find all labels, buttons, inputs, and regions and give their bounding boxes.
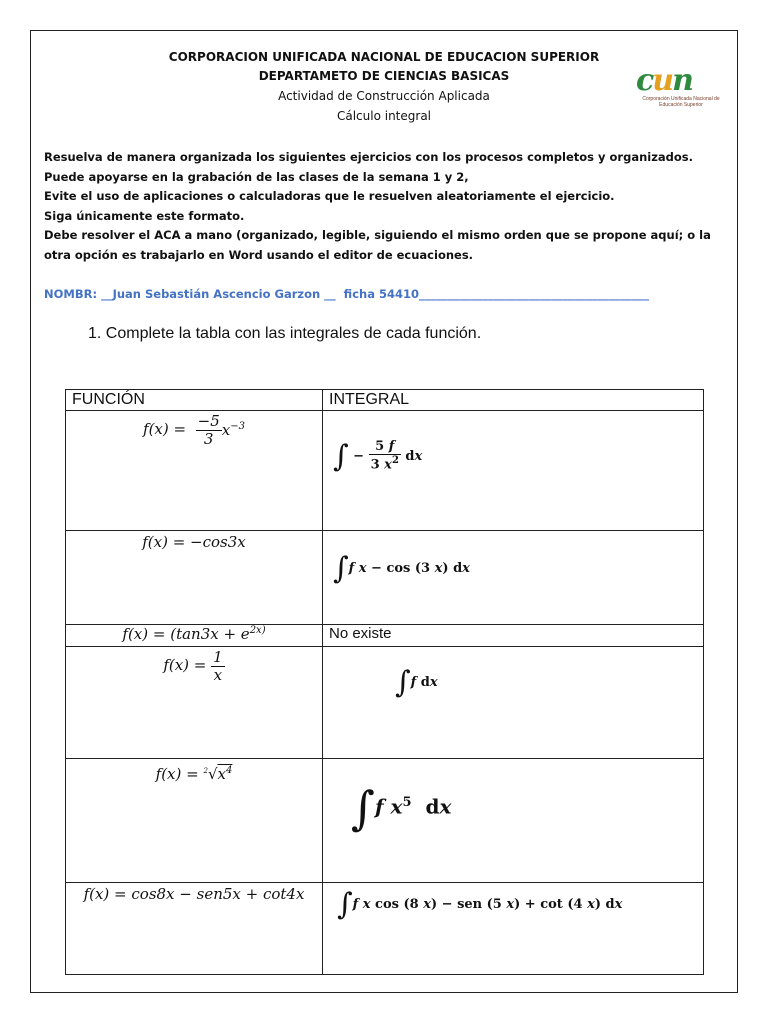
table-row [66, 531, 704, 625]
student-name-line: NOMBR: __Juan Sebastián Ascencio Garzon __ ficha 54410________________________________________ [44, 287, 649, 301]
integral-cell: ∫f $x^5$ dx [323, 759, 704, 883]
table-row [66, 647, 704, 759]
table-row [66, 883, 704, 975]
function-cell: f(x) = $\frac{1}{x}$ [66, 647, 323, 759]
instruction-line: Puede apoyarse en la grabación de las clases de la semana 1 y 2, [44, 169, 469, 184]
function-cell: $f(x) = (\tan 3x + e^{2x)}$ [66, 625, 323, 647]
activity-title: Actividad de Construcción Aplicada [278, 89, 490, 103]
subject-title: Cálculo integral [336, 109, 432, 123]
logo-caption: Corporación Unificada Nacional de Educación Superior [642, 96, 720, 108]
header-integral: INTEGRAL [323, 390, 704, 411]
instructions-block [44, 148, 734, 266]
no-existe-text: No existe [329, 625, 392, 642]
cun-logo [636, 63, 726, 126]
function-cell: f(x) = −cos3x [66, 531, 323, 625]
function-cell: f(x) = $\frac{-5}{3}$ $x^{-3}$ [66, 411, 323, 531]
instruction-line: Siga únicamente este formato. [44, 208, 245, 223]
institution-title: CORPORACION UNIFICADA NACIONAL DE EDUCACION SUPERIOR [168, 50, 600, 64]
integral-cell: ∫ − $\frac{5 f}{3 x^2}$ dx [323, 411, 704, 531]
instruction-line: Debe resolver el ACA a mano (organizado, legible, siguiendo el mismo orden que se propone aquí; o la otra opción es trabajarlo en Word usando el editor de ecuaciones. [44, 228, 711, 262]
instruction-line: Evite el uso de aplicaciones o calculadoras que le resuelven aleatoriamente el ejercicio. [44, 189, 615, 204]
integral-cell: ∫f x − cos (3 x) dx [323, 531, 704, 625]
integral-cell [323, 625, 704, 647]
table-row [66, 411, 704, 531]
function-cell: f(x) = cos8x − sen5x + cot4x [66, 883, 323, 975]
header-function: FUNCIÓN [66, 390, 323, 411]
integral-cell: ∫f x cos (8 x) − sen (5 x) + cot (4 x) dx [323, 883, 704, 975]
function-cell: $f(x) = ^2√x^4$ [66, 759, 323, 883]
integrals-table [65, 389, 704, 975]
integral-cell: ∫f dx [323, 647, 704, 759]
table-row [66, 759, 704, 883]
table-row [66, 625, 704, 647]
department-title: DEPARTAMETO DE CIENCIAS BASICAS [258, 69, 510, 83]
instruction-line: Resuelva de manera organizada los siguientes ejercicios con los procesos completos y organizados. [44, 150, 694, 164]
logo-mark: cun [636, 63, 692, 98]
question-1: 1. Complete la tabla con las integrales de cada función. [88, 325, 482, 342]
